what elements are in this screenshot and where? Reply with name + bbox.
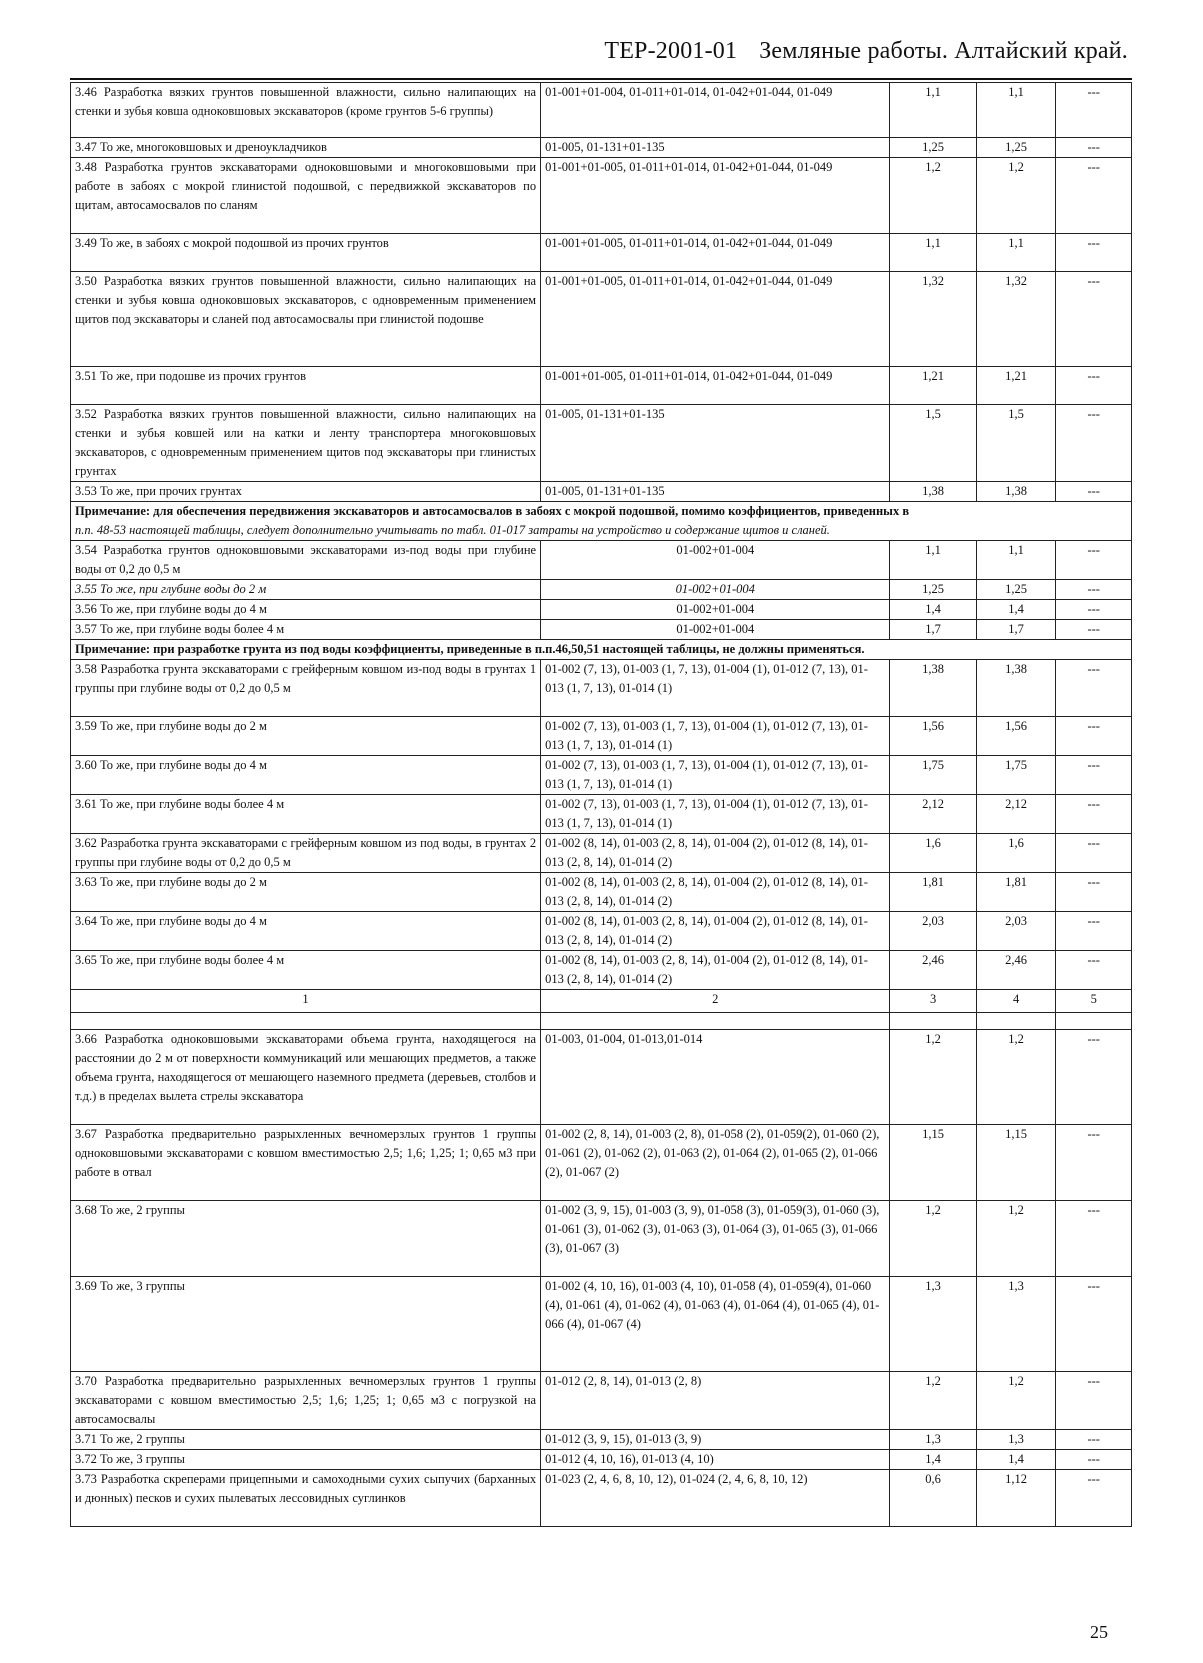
row-codes: 01-002 (8, 14), 01-003 (2, 8, 14), 01-004 (2), 01-012 (8, 14), 01-013 (2, 8, 14), 01-014 (2) <box>541 912 890 951</box>
coef-col5: --- <box>1056 620 1132 640</box>
table-row <box>71 1450 1132 1470</box>
note-bold-text: Примечание: для обеспечения передвижения экскаваторов и автосамосвалов в забоях с мокрой подошвой, помимо коэффициентов, приведенных в <box>75 504 910 518</box>
coef-col4: 1,2 <box>976 1372 1056 1430</box>
coef-col5: --- <box>1056 580 1132 600</box>
coef-col4: 1,75 <box>976 756 1056 795</box>
coef-col4: 1,4 <box>976 1450 1056 1470</box>
column-number: 1 <box>71 990 541 1013</box>
coef-col5: --- <box>1056 1450 1132 1470</box>
coef-col4: 1,1 <box>976 83 1056 138</box>
row-description: 3.50 Разработка вязких грунтов повышенной влажности, сильно налипающих на стенки и зубья ковша одноковшовых экскаваторов, с одновременным применением щитов под экскаваторы и слaней под автосамосвалы при глинистой подошве <box>71 272 541 367</box>
note-row <box>71 640 1132 660</box>
coef-col4: 1,25 <box>976 138 1056 158</box>
table-row <box>71 272 1132 367</box>
coef-col5: --- <box>1056 1470 1132 1527</box>
page-header <box>70 38 1128 65</box>
row-description: 3.72 То же, 3 группы <box>71 1450 541 1470</box>
coef-col3: 1,1 <box>890 234 976 272</box>
table-row <box>71 912 1132 951</box>
row-description: 3.52 Разработка вязких грунтов повышенной влажности, сильно налипающих на стенки и зубья ковшей или на катки и ленту транспортера многоковшовых экскаваторов, с одновременным применением щитов под экскаваторы при глинистых грунтах <box>71 405 541 482</box>
table-row <box>71 580 1132 600</box>
row-description: 3.67 Разработка предварительно разрыхленных вечномерзлых грунтов 1 группы одноковшовыми экскаваторами с ковшом вместимостью 2,5; 1,6; 1,25; 1; 0,65 м3 при работе в отвал <box>71 1125 541 1201</box>
coef-col3: 2,12 <box>890 795 976 834</box>
table-row <box>71 83 1132 138</box>
coef-col3: 1,75 <box>890 756 976 795</box>
row-codes: 01-002 (2, 8, 14), 01-003 (2, 8), 01-058 (2), 01-059(2), 01-060 (2), 01-061 (2), 01-062 (2), 01-063 (2), 01-064 (2), 01-065 (2), 01-066 (2), 01-067 (2) <box>541 1125 890 1201</box>
row-codes: 01-012 (3, 9, 15), 01-013 (3, 9) <box>541 1430 890 1450</box>
coef-col3: 1,56 <box>890 717 976 756</box>
coef-col5: --- <box>1056 1430 1132 1450</box>
note-text: Примечание: при разработке грунта из под воды коэффициенты, приведенные в п.п.46,50,51 настоящей таблицы, не должны применяться. <box>71 640 1132 660</box>
table-row <box>71 482 1132 502</box>
coef-col3: 1,2 <box>890 1030 976 1125</box>
table-row <box>71 1372 1132 1430</box>
document-title: Земляные работы. Алтайский край. <box>759 38 1128 64</box>
coef-col4: 1,38 <box>976 660 1056 717</box>
row-codes: 01-012 (2, 8, 14), 01-013 (2, 8) <box>541 1372 890 1430</box>
header-rule <box>70 78 1132 80</box>
row-codes: 01-001+01-005, 01-011+01-014, 01-042+01-044, 01-049 <box>541 158 890 234</box>
coef-col4: 1,1 <box>976 541 1056 580</box>
row-description: 3.63 То же, при глубине воды до 2 м <box>71 873 541 912</box>
coef-col3: 1,1 <box>890 83 976 138</box>
coef-col5: --- <box>1056 795 1132 834</box>
row-description: 3.66 Разработка одноковшовыми экскаваторами объема грунта, находящегося на расстоянии до 2 м от поверхности коммуникаций или мешающих предметов, а также объема грунта, находящегося от мешающего наземного предмета (деревьев, столбов и т.д.) в пределах вылета стрелы экскаватора <box>71 1030 541 1125</box>
coef-col5: --- <box>1056 138 1132 158</box>
coef-col4: 1,25 <box>976 580 1056 600</box>
coef-col3: 1,1 <box>890 541 976 580</box>
row-codes: 01-023 (2, 4, 6, 8, 10, 12), 01-024 (2, 4, 6, 8, 10, 12) <box>541 1470 890 1527</box>
coef-col4: 2,46 <box>976 951 1056 990</box>
spacer-row <box>71 1013 1132 1030</box>
row-codes: 01-001+01-005, 01-011+01-014, 01-042+01-044, 01-049 <box>541 234 890 272</box>
row-description: 3.46 Разработка вязких грунтов повышенной влажности, сильно налипающих на стенки и зубья ковша одноковшовых экскаваторов (кроме грунтов 5-6 группы) <box>71 83 541 138</box>
coef-col4: 1,38 <box>976 482 1056 502</box>
coef-col4: 1,5 <box>976 405 1056 482</box>
row-codes: 01-002 (7, 13), 01-003 (1, 7, 13), 01-004 (1), 01-012 (7, 13), 01-013 (1, 7, 13), 01-014 (1) <box>541 756 890 795</box>
row-codes: 01-002 (3, 9, 15), 01-003 (3, 9), 01-058 (3), 01-059(3), 01-060 (3), 01-061 (3), 01-062 (3), 01-063 (3), 01-064 (3), 01-065 (3), 01-066 (3), 01-067 (3) <box>541 1201 890 1277</box>
coef-col3: 2,46 <box>890 951 976 990</box>
coef-col5: --- <box>1056 272 1132 367</box>
row-description: 3.70 Разработка предварительно разрыхленных вечномерзлых грунтов 1 группы экскаваторами с ковшом вместимостью 2,5; 1,6; 1,25; 1; 0,65 м3 с погрузкой на автосамосвалы <box>71 1372 541 1430</box>
coef-col4: 1,1 <box>976 234 1056 272</box>
table-row <box>71 158 1132 234</box>
coef-col3: 1,32 <box>890 272 976 367</box>
table-row <box>71 620 1132 640</box>
coef-col3: 1,81 <box>890 873 976 912</box>
row-codes: 01-002 (7, 13), 01-003 (1, 7, 13), 01-004 (1), 01-012 (7, 13), 01-013 (1, 7, 13), 01-014 (1) <box>541 717 890 756</box>
coef-col5: --- <box>1056 367 1132 405</box>
coef-col3: 2,03 <box>890 912 976 951</box>
coef-col3: 1,38 <box>890 482 976 502</box>
column-number: 5 <box>1056 990 1132 1013</box>
row-description: 3.65 То же, при глубине воды более 4 м <box>71 951 541 990</box>
coef-col3: 1,25 <box>890 138 976 158</box>
coef-col4: 1,3 <box>976 1430 1056 1450</box>
row-codes: 01-002+01-004 <box>541 620 890 640</box>
coef-col4: 1,3 <box>976 1277 1056 1372</box>
row-description: 3.55 То же, при глубине воды до 2 м <box>71 580 541 600</box>
row-codes: 01-002+01-004 <box>541 580 890 600</box>
table-row <box>71 1470 1132 1527</box>
note-text <box>71 502 1132 541</box>
coef-col5: --- <box>1056 912 1132 951</box>
row-description: 3.69 То же, 3 группы <box>71 1277 541 1372</box>
page-number: 25 <box>1090 1622 1108 1642</box>
row-description: 3.62 Разработка грунта экскаваторами с грейферным ковшом из под воды, в грунтах 2 группы при глубине воды от 0,2 до 0,5 м <box>71 834 541 873</box>
coef-col3: 1,3 <box>890 1277 976 1372</box>
row-description: 3.51 То же, при подошве из прочих грунтов <box>71 367 541 405</box>
coef-col5: --- <box>1056 405 1132 482</box>
table-row <box>71 951 1132 990</box>
coef-col4: 1,2 <box>976 158 1056 234</box>
column-number: 3 <box>890 990 976 1013</box>
coef-col4: 1,56 <box>976 717 1056 756</box>
row-description: 3.60 То же, при глубине воды до 4 м <box>71 756 541 795</box>
table-row <box>71 138 1132 158</box>
coef-col3: 1,25 <box>890 580 976 600</box>
row-description: 3.71 То же, 2 группы <box>71 1430 541 1450</box>
row-codes: 01-002 (7, 13), 01-003 (1, 7, 13), 01-004 (1), 01-012 (7, 13), 01-013 (1, 7, 13), 01-014 (1) <box>541 795 890 834</box>
coef-col5: --- <box>1056 1030 1132 1125</box>
row-codes: 01-002 (8, 14), 01-003 (2, 8, 14), 01-004 (2), 01-012 (8, 14), 01-013 (2, 8, 14), 01-014 (2) <box>541 873 890 912</box>
row-description: 3.57 То же, при глубине воды более 4 м <box>71 620 541 640</box>
row-description: 3.68 То же, 2 группы <box>71 1201 541 1277</box>
coef-col4: 1,32 <box>976 272 1056 367</box>
row-description: 3.58 Разработка грунта экскаваторами с грейферным ковшом из-под воды в грунтах 1 группы при глубине воды от 0,2 до 0,5 м <box>71 660 541 717</box>
row-codes: 01-002 (4, 10, 16), 01-003 (4, 10), 01-058 (4), 01-059(4), 01-060 (4), 01-061 (4), 01-062 (4), 01-063 (4), 01-064 (4), 01-065 (4), 01-066 (4), 01-067 (4) <box>541 1277 890 1372</box>
table-row <box>71 600 1132 620</box>
row-description: 3.61 То же, при глубине воды более 4 м <box>71 795 541 834</box>
coef-col3: 1,15 <box>890 1125 976 1201</box>
coef-col4: 2,03 <box>976 912 1056 951</box>
coef-col4: 1,21 <box>976 367 1056 405</box>
coef-col3: 1,3 <box>890 1430 976 1450</box>
table-row <box>71 1030 1132 1125</box>
coef-col4: 1,81 <box>976 873 1056 912</box>
coef-col3: 1,4 <box>890 1450 976 1470</box>
coef-col4: 1,15 <box>976 1125 1056 1201</box>
table-row <box>71 717 1132 756</box>
row-codes: 01-005, 01-131+01-135 <box>541 405 890 482</box>
table-row <box>71 405 1132 482</box>
coef-col3: 1,2 <box>890 1372 976 1430</box>
row-description: 3.47 То же, многоковшовых и дреноукладчиков <box>71 138 541 158</box>
row-codes: 01-002+01-004 <box>541 541 890 580</box>
row-description: 3.49 То же, в забоях с мокрой подошвой из прочих грунтов <box>71 234 541 272</box>
coef-col4: 1,4 <box>976 600 1056 620</box>
row-description: 3.48 Разработка грунтов экскаваторами одноковшовыми и многоковшовыми при работе в забоях с мокрой глинистой подошвой, с передвижкой экскаваторов по щитам, автосамосвалов по слaням <box>71 158 541 234</box>
coef-col5: --- <box>1056 873 1132 912</box>
coef-col3: 0,6 <box>890 1470 976 1527</box>
coef-col5: --- <box>1056 158 1132 234</box>
table-row <box>71 756 1132 795</box>
coef-col5: --- <box>1056 482 1132 502</box>
coef-col3: 1,7 <box>890 620 976 640</box>
coefficients-table <box>70 82 1132 1527</box>
coef-col3: 1,6 <box>890 834 976 873</box>
coef-col5: --- <box>1056 951 1132 990</box>
table-row <box>71 1277 1132 1372</box>
coef-col5: --- <box>1056 717 1132 756</box>
row-description: 3.53 То же, при прочих грунтах <box>71 482 541 502</box>
row-codes: 01-012 (4, 10, 16), 01-013 (4, 10) <box>541 1450 890 1470</box>
coef-col5: --- <box>1056 1372 1132 1430</box>
table-row <box>71 1430 1132 1450</box>
coef-col5: --- <box>1056 83 1132 138</box>
coef-col4: 2,12 <box>976 795 1056 834</box>
row-codes: 01-002+01-004 <box>541 600 890 620</box>
row-codes: 01-001+01-004, 01-011+01-014, 01-042+01-044, 01-049 <box>541 83 890 138</box>
coef-col5: --- <box>1056 600 1132 620</box>
row-codes: 01-002 (8, 14), 01-003 (2, 8, 14), 01-004 (2), 01-012 (8, 14), 01-013 (2, 8, 14), 01-014 (2) <box>541 834 890 873</box>
row-codes: 01-005, 01-131+01-135 <box>541 482 890 502</box>
coef-col3: 1,38 <box>890 660 976 717</box>
row-codes: 01-002 (8, 14), 01-003 (2, 8, 14), 01-004 (2), 01-012 (8, 14), 01-013 (2, 8, 14), 01-014 (2) <box>541 951 890 990</box>
coef-col3: 1,21 <box>890 367 976 405</box>
note-italic-text: п.п. 48-53 настоящей таблицы, следует дополнительно учитывать по табл. 01-017 затраты на устройство и содержание щитов и слaней. <box>75 523 830 537</box>
coef-col3: 1,5 <box>890 405 976 482</box>
row-description: 3.73 Разработка скреперами прицепными и самоходными сухих сыпучих (барханных и дюнных) песков и сухих пылеватых лессовидных суглинков <box>71 1470 541 1527</box>
coef-col5: --- <box>1056 234 1132 272</box>
row-codes: 01-005, 01-131+01-135 <box>541 138 890 158</box>
coef-col5: --- <box>1056 756 1132 795</box>
coef-col4: 1,2 <box>976 1030 1056 1125</box>
column-number-row <box>71 990 1132 1013</box>
table-row <box>71 873 1132 912</box>
coef-col5: --- <box>1056 1277 1132 1372</box>
table-row <box>71 1125 1132 1201</box>
row-codes: 01-003, 01-004, 01-013,01-014 <box>541 1030 890 1125</box>
column-number: 4 <box>976 990 1056 1013</box>
row-codes: 01-001+01-005, 01-011+01-014, 01-042+01-044, 01-049 <box>541 272 890 367</box>
row-codes: 01-002 (7, 13), 01-003 (1, 7, 13), 01-004 (1), 01-012 (7, 13), 01-013 (1, 7, 13), 01-014 (1) <box>541 660 890 717</box>
coef-col3: 1,4 <box>890 600 976 620</box>
coef-col3: 1,2 <box>890 1201 976 1277</box>
table-row <box>71 1201 1132 1277</box>
document-code: ТЕР-2001-01 <box>604 38 738 64</box>
table-row <box>71 367 1132 405</box>
coef-col4: 1,12 <box>976 1470 1056 1527</box>
coef-col5: --- <box>1056 834 1132 873</box>
table-row <box>71 795 1132 834</box>
coef-col4: 1,7 <box>976 620 1056 640</box>
column-number: 2 <box>541 990 890 1013</box>
table-row <box>71 834 1132 873</box>
coef-col5: --- <box>1056 1201 1132 1277</box>
coef-col5: --- <box>1056 660 1132 717</box>
coef-col3: 1,2 <box>890 158 976 234</box>
row-description: 3.59 То же, при глубине воды до 2 м <box>71 717 541 756</box>
coef-col5: --- <box>1056 1125 1132 1201</box>
coef-col4: 1,2 <box>976 1201 1056 1277</box>
row-description: 3.56 То же, при глубине воды до 4 м <box>71 600 541 620</box>
table-row <box>71 660 1132 717</box>
row-description: 3.54 Разработка грунтов одноковшовыми экскаваторами из-под воды при глубине воды от 0,2 до 0,5 м <box>71 541 541 580</box>
coef-col5: --- <box>1056 541 1132 580</box>
note-row <box>71 502 1132 541</box>
row-codes: 01-001+01-005, 01-011+01-014, 01-042+01-044, 01-049 <box>541 367 890 405</box>
coef-col4: 1,6 <box>976 834 1056 873</box>
row-description: 3.64 То же, при глубине воды до 4 м <box>71 912 541 951</box>
table-row <box>71 541 1132 580</box>
table-row <box>71 234 1132 272</box>
